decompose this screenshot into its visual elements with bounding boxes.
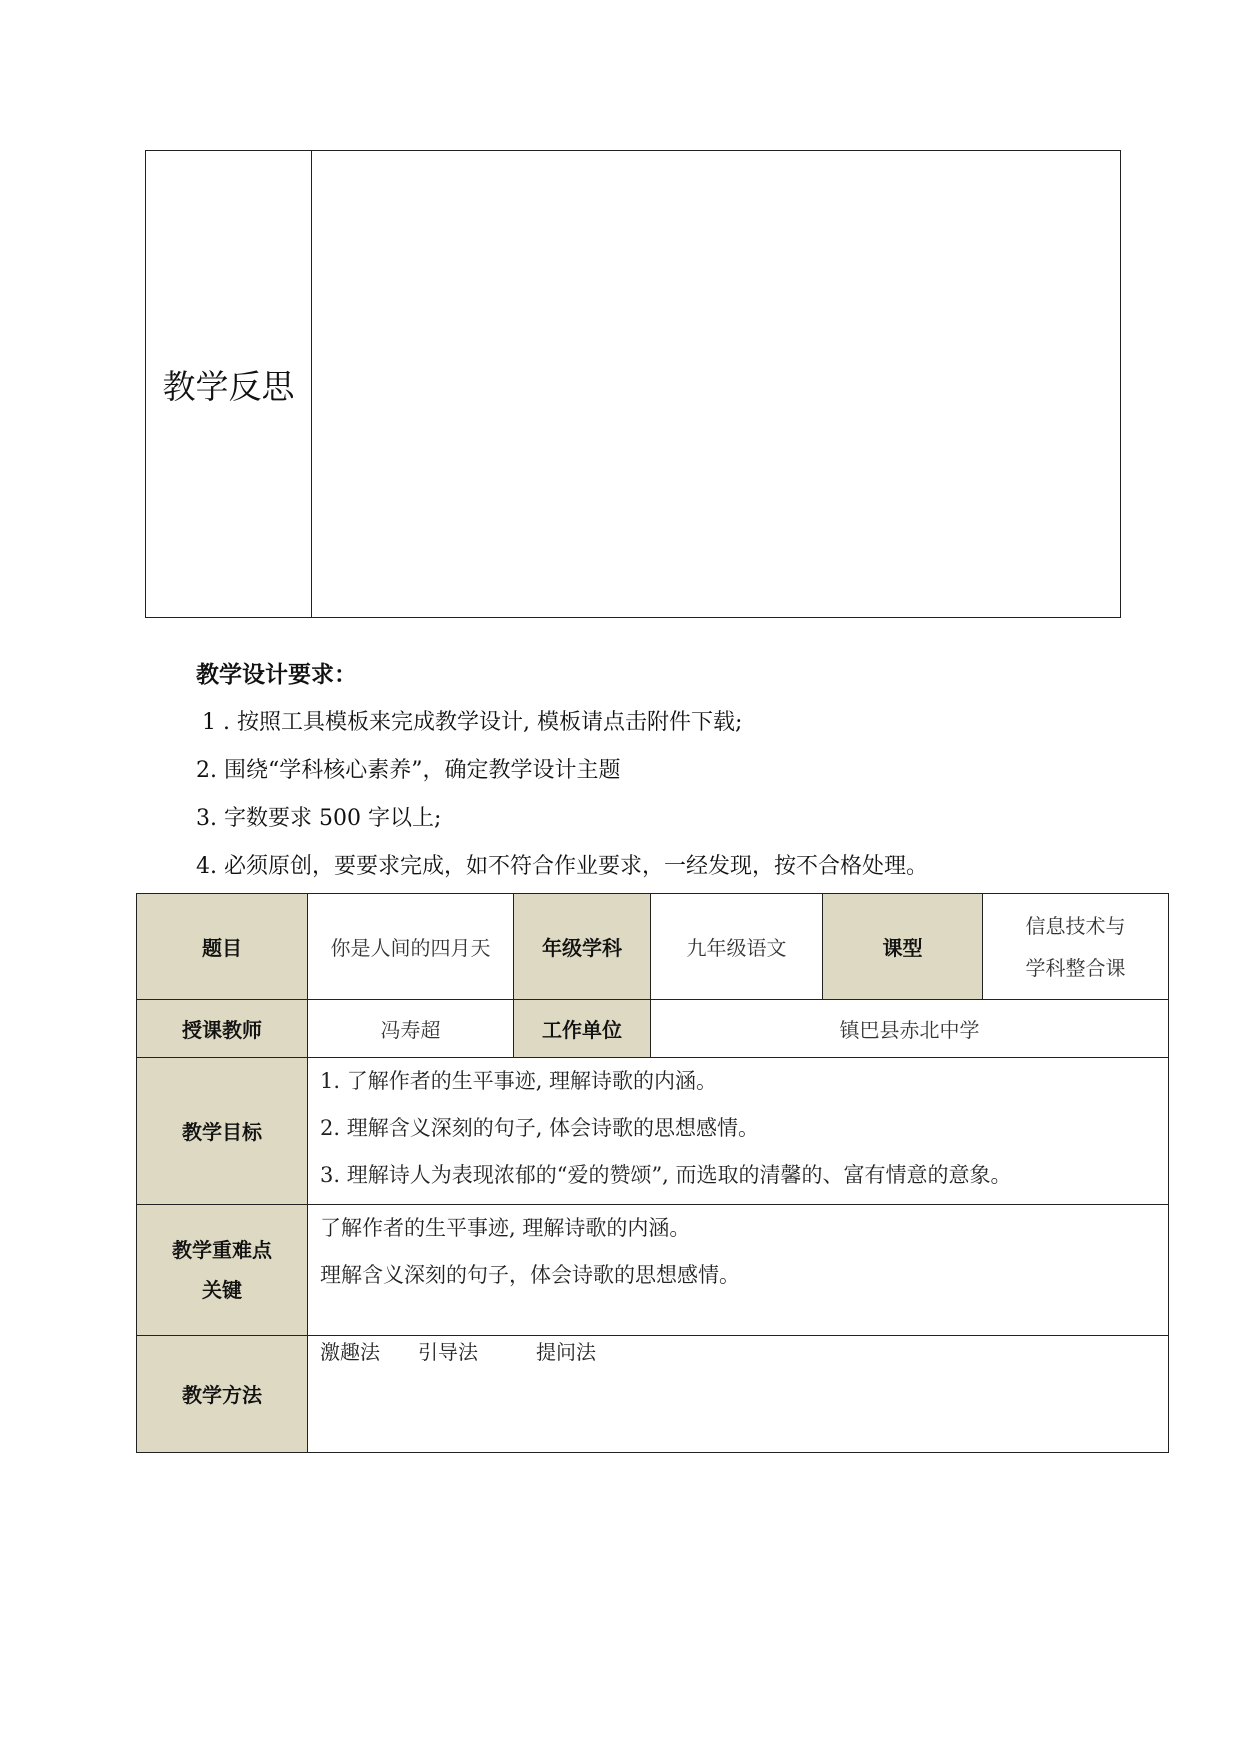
keypoints-label-line: 教学重难点 bbox=[172, 1237, 272, 1262]
methods-label: 教学方法 bbox=[137, 1335, 308, 1452]
goal-item: 3. 理解诗人为表现浓郁的“爱的赞颂”, 而选取的清馨的、富有情意的意象。 bbox=[320, 1163, 1012, 1188]
requirement-item: 3. 字数要求 500 字以上; bbox=[196, 806, 442, 831]
teacher-value: 冯寿超 bbox=[308, 1000, 514, 1058]
goals-content bbox=[308, 1058, 1169, 1204]
keypoints-label-line: 关键 bbox=[202, 1277, 242, 1302]
keypoint-item: 理解含义深刻的句子，体会诗歌的思想感情。 bbox=[320, 1262, 740, 1287]
unit-label: 工作单位 bbox=[514, 1000, 651, 1058]
teacher-label: 授课教师 bbox=[137, 1000, 308, 1058]
lesson-info-table bbox=[136, 893, 1169, 1453]
lesson-type-value bbox=[983, 894, 1169, 1000]
reflection-table bbox=[145, 150, 1121, 618]
requirement-item: 1 . 按照工具模板来完成教学设计, 模板请点击附件下载; bbox=[202, 710, 743, 735]
method-item: 提问法 bbox=[536, 1339, 596, 1364]
grade-label: 年级学科 bbox=[514, 894, 651, 1000]
method-item: 激趣法 bbox=[320, 1339, 380, 1364]
grade-value: 九年级语文 bbox=[651, 894, 823, 1000]
reflection-label: 教学反思 bbox=[146, 151, 312, 618]
method-item: 引导法 bbox=[418, 1339, 478, 1364]
reflection-content-area[interactable] bbox=[312, 151, 1121, 618]
requirement-item: 4. 必须原创，要要求完成，如不符合作业要求，一经发现，按不合格处理。 bbox=[196, 854, 928, 879]
design-requirements bbox=[196, 656, 1096, 891]
goal-item: 1. 了解作者的生平事迹, 理解诗歌的内涵。 bbox=[320, 1069, 718, 1094]
keypoint-item: 了解作者的生平事迹, 理解诗歌的内涵。 bbox=[320, 1215, 691, 1240]
keypoints-content bbox=[308, 1204, 1169, 1335]
requirement-item: 2. 围绕“学科核心素养”，确定教学设计主题 bbox=[196, 758, 621, 783]
requirements-title: 教学设计要求： bbox=[196, 662, 357, 688]
methods-content bbox=[308, 1335, 1169, 1452]
title-label: 题目 bbox=[137, 894, 308, 1000]
lesson-type-line: 学科整合课 bbox=[1025, 955, 1126, 980]
lesson-type-line: 信息技术与 bbox=[1025, 913, 1126, 938]
goals-label: 教学目标 bbox=[137, 1058, 308, 1204]
goal-item: 2. 理解含义深刻的句子, 体会诗歌的思想感情。 bbox=[320, 1116, 760, 1141]
title-value: 你是人间的四月天 bbox=[308, 894, 514, 1000]
unit-value: 镇巴县赤北中学 bbox=[651, 1000, 1169, 1058]
keypoints-label bbox=[137, 1204, 308, 1335]
lesson-type-label: 课型 bbox=[823, 894, 983, 1000]
